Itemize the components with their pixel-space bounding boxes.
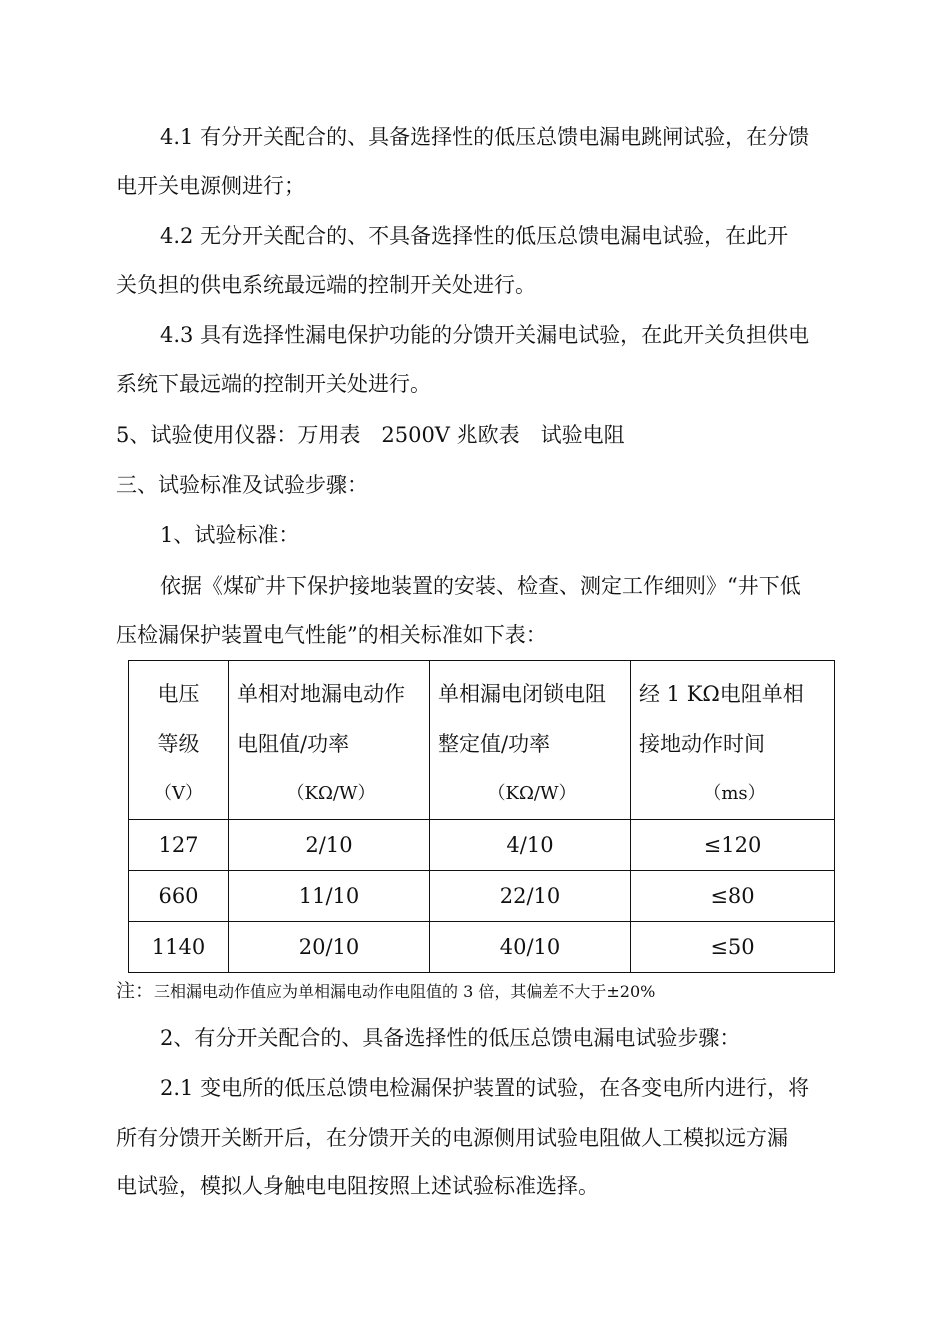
header-voltage-unit: （V） xyxy=(154,783,203,804)
cell-trip-resistance: 11/10 xyxy=(229,871,430,922)
table-note xyxy=(116,980,655,1003)
header-lockout-line-2: 整定值/功率 xyxy=(438,732,551,756)
para-2-1-line-3: 电试验，模拟人身触电电阻按照上述试验标准选择。 xyxy=(116,1174,599,1198)
table-row xyxy=(129,871,835,922)
header-cell-trip-resistance xyxy=(229,661,430,820)
header-cell-voltage xyxy=(129,661,229,820)
instruments-line: 5、试验使用仪器：万用表 2500V 兆欧表 试验电阻 xyxy=(116,423,625,447)
table-header-row xyxy=(129,661,835,820)
cell-trip-resistance: 2/10 xyxy=(229,820,430,871)
header-voltage-line-2: 等级 xyxy=(157,732,200,756)
para-2-1-line-2: 所有分馈开关断开后，在分馈开关的电源侧用试验电阻做人工模拟远方漏 xyxy=(116,1126,788,1150)
para-2-1-line-1: 2.1 变电所的低压总馈电检漏保护装置的试验，在各变电所内进行，将 xyxy=(160,1076,810,1100)
para-4-3-line-1: 4.3 具有选择性漏电保护功能的分馈开关漏电试验，在此开关负担供电 xyxy=(160,323,810,347)
section-3-heading: 三、试验标准及试验步骤： xyxy=(116,473,368,497)
header-voltage-line-1: 电压 xyxy=(157,682,200,706)
header-lockout-line-1: 单相漏电闭锁电阻 xyxy=(438,682,606,706)
para-4-2-line-1: 4.2 无分开关配合的、不具备选择性的低压总馈电漏电试验，在此开 xyxy=(160,224,789,248)
cell-action-time: ≤50 xyxy=(631,922,835,973)
header-cell-action-time xyxy=(631,661,835,820)
header-trip-line-1: 单相对地漏电动作 xyxy=(237,682,405,706)
basis-line-1: 依据《煤矿井下保护接地装置的安装、检查、测定工作细则》“井下低 xyxy=(160,574,801,598)
standards-table xyxy=(128,660,835,973)
cell-voltage: 127 xyxy=(129,820,229,871)
table-row xyxy=(129,922,835,973)
cell-voltage: 660 xyxy=(129,871,229,922)
cell-lockout-resistance: 40/10 xyxy=(430,922,631,973)
para-4-1-line-1: 4.1 有分开关配合的、具备选择性的低压总馈电漏电跳闸试验，在分馈 xyxy=(160,125,810,149)
cell-voltage: 1140 xyxy=(129,922,229,973)
header-time-line-1: 经 1 KΩ电阻单相 xyxy=(639,682,804,706)
para-4-2-line-2: 关负担的供电系统最远端的控制开关处进行。 xyxy=(116,273,536,297)
cell-lockout-resistance: 22/10 xyxy=(430,871,631,922)
note-label: 注： xyxy=(116,980,155,1002)
header-cell-lockout-resistance xyxy=(430,661,631,820)
cell-trip-resistance: 20/10 xyxy=(229,922,430,973)
cell-action-time: ≤80 xyxy=(631,871,835,922)
step-2-title: 2、有分开关配合的、具备选择性的低压总馈电漏电试验步骤： xyxy=(160,1026,741,1050)
table-row xyxy=(129,820,835,871)
header-trip-line-2: 电阻值/功率 xyxy=(237,732,350,756)
cell-lockout-resistance: 4/10 xyxy=(430,820,631,871)
header-lockout-unit: （KΩ/W） xyxy=(487,783,577,804)
standard-title: 1、试验标准： xyxy=(160,523,300,547)
para-4-3-line-2: 系统下最远端的控制开关处进行。 xyxy=(116,372,431,396)
header-trip-unit: （KΩ/W） xyxy=(286,783,376,804)
note-text: 三相漏电动作值应为单相漏电动作电阻值的 3 倍，其偏差不大于±20% xyxy=(154,982,656,1001)
cell-action-time: ≤120 xyxy=(631,820,835,871)
header-time-unit: （ms） xyxy=(703,783,766,804)
header-time-line-2: 接地动作时间 xyxy=(639,732,765,756)
basis-line-2: 压检漏保护装置电气性能”的相关标准如下表： xyxy=(116,623,547,647)
para-4-1-line-2: 电开关电源侧进行； xyxy=(116,174,305,198)
